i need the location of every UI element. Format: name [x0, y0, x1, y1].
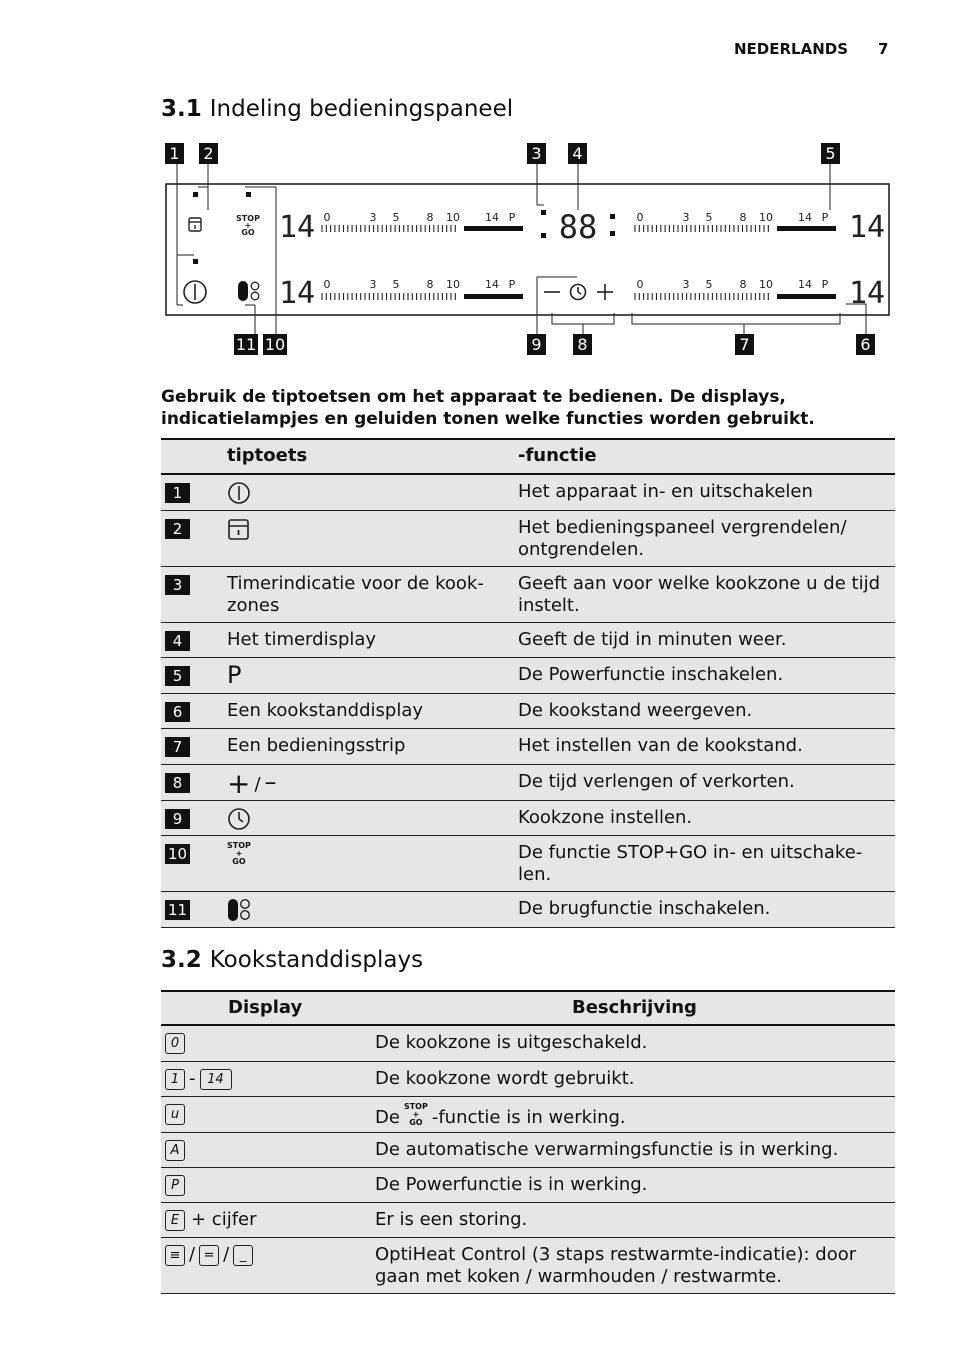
scale-bar — [777, 226, 836, 231]
page-number: 7 — [878, 40, 889, 58]
scale-label: 3 — [369, 211, 377, 224]
table-row — [161, 801, 895, 836]
sensor-table — [161, 438, 895, 928]
callout-9: 9 — [527, 334, 546, 355]
table-row — [161, 1026, 895, 1062]
sensor-text: / — [254, 774, 261, 795]
callout-3: 3 — [527, 143, 546, 164]
description-cell: OptiHeat Control (3 staps restwarmte-indicatie): door gaan met koken / warmhouden / restwarmte. — [375, 1244, 857, 1287]
scale-label: 14 — [798, 211, 812, 224]
lock-icon — [189, 218, 201, 231]
scale-label: 8 — [739, 211, 747, 224]
scale-bar — [464, 226, 523, 231]
callout-2: 2 — [199, 143, 218, 164]
zone-display-bottom-left: 14 — [279, 276, 316, 311]
scale-label: 10 — [446, 211, 460, 224]
description-cell: De automatische verwarmingsfunctie is in werking. — [375, 1139, 839, 1160]
scale-label: 0 — [323, 278, 331, 291]
section-title-3-1: 3.1 Indeling bedieningspaneel — [161, 96, 514, 122]
description-cell: De kookzone wordt gebruikt. — [375, 1068, 635, 1089]
stop-go-icon: STOP + GO — [227, 841, 251, 866]
sensor-cell — [227, 842, 251, 870]
description-cell: De Powerfunctie is in werking. — [375, 1174, 648, 1195]
display-cell — [165, 1174, 185, 1196]
function-cell: Het instellen van de kookstand. — [518, 735, 803, 756]
function-cell: De kookstand weergeven. — [518, 700, 753, 721]
timer-display: 88 — [558, 208, 598, 246]
function-cell: De tijd verlengen of verkorten. — [518, 771, 795, 792]
display-cell — [165, 1032, 185, 1054]
sensor-cell — [227, 573, 507, 617]
row-number: 7 — [165, 737, 190, 757]
table-row — [161, 658, 895, 694]
scale-label: 14 — [485, 278, 499, 291]
power-icon — [227, 489, 251, 510]
scale-label: 3 — [369, 278, 377, 291]
control-strip-bottom-right — [635, 278, 836, 300]
scale-label: 3 — [682, 211, 690, 224]
sensor-cell — [227, 767, 277, 800]
display-separator: - — [189, 1068, 196, 1089]
function-cell: De functie STOP+GO in- en uitschake-len. — [518, 842, 863, 885]
table-row — [161, 511, 895, 567]
display-suffix: + cijfer — [191, 1209, 257, 1230]
scale-bar — [777, 294, 836, 299]
table-row — [161, 1133, 895, 1168]
display-cell — [165, 1068, 232, 1090]
timer-icon — [227, 815, 251, 836]
display-cell — [165, 1103, 185, 1125]
scale-label: 5 — [392, 278, 400, 291]
function-cell: Kookzone instellen. — [518, 807, 693, 828]
segment-display-icon: _ — [233, 1245, 253, 1266]
scale-label: P — [508, 278, 516, 291]
minus-icon: – — [264, 768, 277, 796]
row-number: 9 — [165, 809, 190, 829]
header-display: Display — [228, 997, 303, 1018]
scale-label: 0 — [323, 211, 331, 224]
sensor-cell — [227, 629, 507, 651]
segment-display-icon: P — [165, 1175, 185, 1196]
display-cell — [165, 1244, 253, 1266]
plus-icon: + — [227, 767, 251, 800]
control-strip-bottom-left — [322, 278, 523, 300]
callout-7: 7 — [735, 334, 754, 355]
intro-text: Gebruik de tiptoetsen om het apparaat te bedienen. De displays, indicatielampjes en geluiden tonen welke functies worden gebruikt. — [161, 387, 815, 429]
scale-label: 10 — [759, 278, 773, 291]
segment-display-icon: u — [165, 1104, 185, 1125]
function-cell: Geeft aan voor welke kookzone u de tijd instelt. — [518, 573, 880, 616]
scale-label: 14 — [798, 278, 812, 291]
row-number: 11 — [165, 900, 190, 920]
display-cell — [165, 1209, 257, 1231]
table-row — [161, 1062, 895, 1097]
scale-label: 8 — [426, 211, 434, 224]
callout-8: 8 — [573, 334, 592, 355]
row-number: 3 — [165, 575, 190, 595]
table-row — [161, 694, 895, 729]
scale-label: 8 — [426, 278, 434, 291]
table-header-row — [161, 992, 895, 1026]
display-separator: / — [189, 1244, 196, 1265]
scale-label: 8 — [739, 278, 747, 291]
callout-1: 1 — [165, 143, 184, 164]
display-cell — [165, 1139, 185, 1161]
sensor-text: Een kookstanddisplay — [227, 700, 424, 721]
table-row — [161, 765, 895, 801]
scale-label: 0 — [636, 211, 644, 224]
table-row — [161, 729, 895, 765]
callout-5: 5 — [821, 143, 840, 164]
sensor-text: Een bedieningsstrip — [227, 735, 406, 756]
header-sensor: tiptoets — [227, 445, 308, 466]
table-header-row — [161, 440, 895, 475]
section-title-3-2: 3.2 Kookstanddisplays — [161, 947, 424, 973]
scale-label: P — [821, 278, 829, 291]
segment-display-icon: E — [165, 1210, 185, 1231]
segment-display-icon: 1 — [165, 1069, 185, 1090]
sensor-text: Timerindicatie voor de kook-zones — [227, 573, 484, 616]
table-row — [161, 1097, 895, 1133]
power-icon — [184, 281, 206, 303]
language-label: NEDERLANDS — [734, 40, 849, 58]
bridge-icon — [238, 281, 259, 301]
segment-display-icon: = — [199, 1245, 219, 1266]
control-strip-top-right — [635, 211, 836, 232]
scale-label: 0 — [636, 278, 644, 291]
scale-label: 10 — [759, 211, 773, 224]
description-cell: De kookzone is uitgeschakeld. — [375, 1032, 648, 1053]
scale-label: 3 — [682, 278, 690, 291]
zone-display-bottom-right: 14 — [849, 276, 886, 311]
function-cell: Geeft de tijd in minuten weer. — [518, 629, 787, 650]
table-row — [161, 567, 895, 623]
segment-display-icon: ≡ — [165, 1245, 185, 1266]
zone-display-top-right: 14 — [849, 210, 886, 245]
table-row — [161, 892, 895, 928]
sensor-cell — [227, 700, 507, 722]
description-cell: DeSTOP + GO -functie is in werking. — [375, 1102, 626, 1128]
power-boost-icon: P — [227, 661, 242, 689]
header-description: Beschrijving — [572, 997, 697, 1018]
bridge-icon — [227, 906, 253, 927]
table-row — [161, 623, 895, 658]
function-cell: Het apparaat in- en uitschakelen — [518, 481, 813, 502]
sensor-cell — [227, 517, 251, 547]
scale-label: 5 — [392, 211, 400, 224]
description-cell: Er is een storing. — [375, 1209, 528, 1230]
sensor-cell — [227, 481, 251, 511]
svg-text:+: + — [244, 221, 252, 230]
scale-label: 14 — [485, 211, 499, 224]
segment-display-icon: A — [165, 1140, 185, 1161]
sensor-cell — [227, 661, 242, 689]
scale-label: 5 — [705, 211, 713, 224]
segment-display-icon: 0 — [165, 1033, 185, 1054]
table-row — [161, 1168, 895, 1203]
sensor-cell — [227, 807, 251, 837]
timer-controls — [544, 284, 613, 300]
row-number: 8 — [165, 773, 190, 793]
scale-label: 5 — [705, 278, 713, 291]
callout-10: 10 — [264, 335, 286, 354]
function-cell: Het bedieningspaneel vergrendelen/ ontgrendelen. — [518, 517, 847, 560]
scale-label: 10 — [446, 278, 460, 291]
svg-text:STOP: STOP — [236, 214, 260, 223]
sensor-cell — [227, 735, 507, 757]
table-row — [161, 475, 895, 511]
callout-11: 11 — [235, 335, 257, 354]
control-strip-top-left — [322, 211, 523, 232]
callout-6: 6 — [856, 334, 875, 355]
row-number: 6 — [165, 702, 190, 722]
header-function: -functie — [518, 445, 597, 466]
row-number: 4 — [165, 631, 190, 651]
table-row — [161, 1238, 895, 1294]
function-cell: De brugfunctie inschakelen. — [518, 898, 771, 919]
scale-label: P — [508, 211, 516, 224]
row-number: 2 — [165, 519, 190, 539]
table-row — [161, 1203, 895, 1238]
scale-label: P — [821, 211, 829, 224]
segment-display-icon: 14 — [200, 1069, 232, 1090]
lock-icon — [227, 525, 251, 546]
table-row — [161, 836, 895, 892]
row-number: 5 — [165, 666, 190, 686]
display-separator: / — [223, 1244, 230, 1265]
stop-go-icon: STOP + GO — [403, 1102, 428, 1127]
function-cell: De Powerfunctie inschakelen. — [518, 664, 784, 685]
row-number: 10 — [165, 844, 190, 864]
scale-bar — [464, 294, 523, 299]
display-table — [161, 990, 895, 1294]
zone-display-top-left: 14 — [279, 210, 316, 245]
stop-go-icon — [236, 214, 260, 237]
sensor-text: Het timerdisplay — [227, 629, 377, 650]
row-number: 1 — [165, 483, 190, 503]
sensor-cell — [227, 898, 253, 928]
svg-text:GO: GO — [241, 228, 255, 237]
control-panel-diagram — [0, 0, 954, 380]
callout-4: 4 — [568, 143, 587, 164]
